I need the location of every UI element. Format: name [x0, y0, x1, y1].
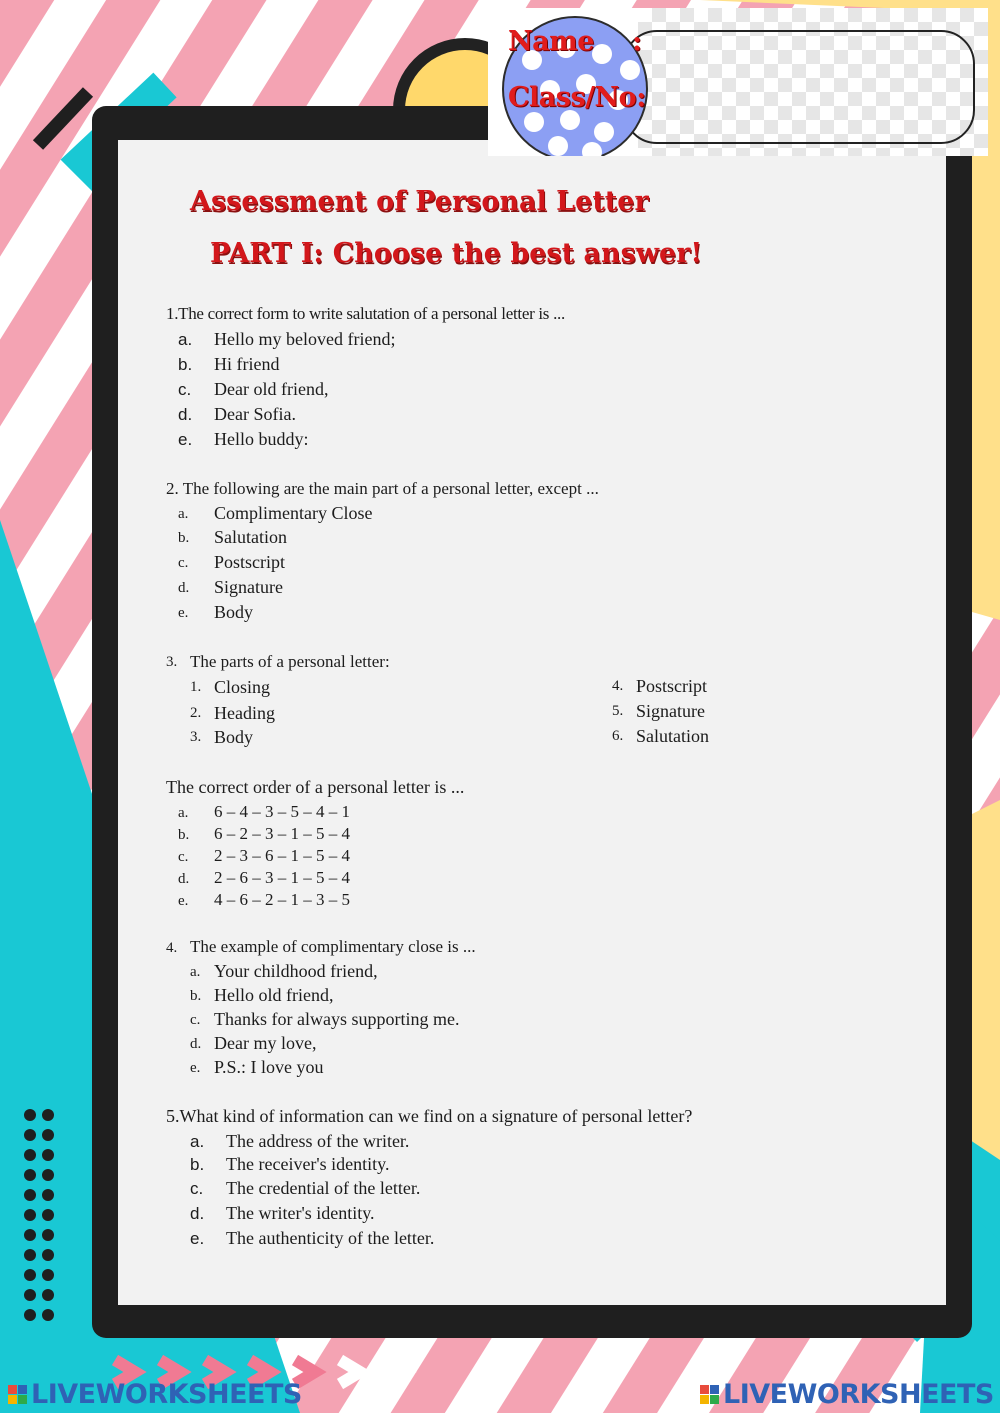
- q4-option-e[interactable]: P.S.: I love you: [214, 1057, 324, 1077]
- q2-option-letter: c.: [178, 555, 189, 571]
- liveworksheets-icon: [700, 1385, 719, 1404]
- q4-option-a[interactable]: Your childhood friend,: [214, 961, 378, 981]
- liveworksheets-icon: [8, 1385, 27, 1404]
- q2-option-c[interactable]: Postscript: [214, 552, 286, 572]
- question-3-prompt: The parts of a personal letter:: [190, 652, 390, 671]
- brand-text-right: LIVEWORKSHEETS: [723, 1378, 994, 1410]
- q3-option-a[interactable]: 6 – 4 – 3 – 5 – 4 – 1: [214, 802, 350, 821]
- part-body: Body: [214, 727, 254, 747]
- part-closing: Closing: [214, 677, 271, 697]
- question-5-prompt: 5.What kind of information can we find on a signature of personal letter?: [166, 1106, 693, 1126]
- q5-option-c[interactable]: The credential of the letter.: [226, 1178, 421, 1198]
- q1-option-letter: a.: [178, 330, 193, 349]
- q3-option-e[interactable]: 4 – 6 – 2 – 1 – 3 – 5: [214, 890, 350, 909]
- q5-option-letter: e.: [190, 1229, 205, 1248]
- name-input-outline[interactable]: [623, 30, 975, 144]
- q3-option-c[interactable]: 2 – 3 – 6 – 1 – 5 – 4: [214, 846, 350, 865]
- q1-option-a[interactable]: Hello my beloved friend;: [214, 329, 396, 349]
- q1-option-c[interactable]: Dear old friend,: [214, 379, 329, 399]
- question-3-number: 3.: [166, 654, 178, 670]
- q4-option-letter: b.: [190, 988, 202, 1004]
- q2-option-letter: d.: [178, 580, 190, 596]
- q5-option-b[interactable]: The receiver's identity.: [226, 1154, 390, 1174]
- part-number: 2.: [190, 705, 202, 721]
- q5-option-letter: b.: [190, 1155, 205, 1174]
- q2-option-a[interactable]: Complimentary Close: [214, 503, 373, 523]
- q4-option-letter: e.: [190, 1060, 201, 1076]
- q4-option-letter: c.: [190, 1012, 201, 1028]
- q2-option-letter: a.: [178, 506, 189, 522]
- part-title: PART I: Choose the best answer!: [210, 238, 703, 269]
- name-colon: :: [632, 26, 642, 57]
- q1-option-e[interactable]: Hello buddy:: [214, 429, 309, 449]
- q1-option-d[interactable]: Dear Sofia.: [214, 404, 296, 424]
- liveworksheets-logo-right: [700, 1378, 994, 1410]
- q5-option-letter: a.: [190, 1132, 205, 1151]
- q5-option-d[interactable]: The writer's identity.: [226, 1203, 375, 1223]
- q4-option-letter: d.: [190, 1036, 202, 1052]
- part-signature: Signature: [636, 701, 705, 721]
- q4-option-letter: a.: [190, 964, 201, 980]
- q2-option-d[interactable]: Signature: [214, 577, 283, 597]
- q2-option-e[interactable]: Body: [214, 602, 254, 622]
- q1-option-b[interactable]: Hi friend: [214, 354, 280, 374]
- brand-text-left: LIVEWORKSHEETS: [31, 1378, 302, 1410]
- part-postscript: Postscript: [636, 676, 708, 696]
- part-salutation: Salutation: [636, 726, 709, 746]
- q3-option-letter: b.: [178, 827, 190, 843]
- part-number: 3.: [190, 729, 202, 745]
- q1-option-letter: d.: [178, 405, 193, 424]
- q3-option-d[interactable]: 2 – 6 – 3 – 1 – 5 – 4: [214, 868, 350, 887]
- q3-option-letter: d.: [178, 871, 190, 887]
- q4-option-d[interactable]: Dear my love,: [214, 1033, 317, 1053]
- q5-option-a[interactable]: The address of the writer.: [226, 1131, 410, 1151]
- q1-option-letter: c.: [178, 380, 192, 399]
- q1-option-letter: e.: [178, 430, 193, 449]
- part-number: 6.: [612, 728, 624, 744]
- order-prompt: The correct order of a personal letter is ...: [166, 777, 465, 797]
- q5-option-letter: d.: [190, 1204, 205, 1223]
- q3-option-letter: c.: [178, 849, 189, 865]
- name-class-box: [488, 8, 988, 156]
- q3-option-letter: a.: [178, 805, 189, 821]
- q1-option-letter: b.: [178, 355, 193, 374]
- part-number: 5.: [612, 703, 624, 719]
- q3-option-letter: e.: [178, 893, 189, 909]
- q4-option-b[interactable]: Hello old friend,: [214, 985, 334, 1005]
- q2-option-b[interactable]: Salutation: [214, 527, 287, 547]
- part-number: 1.: [190, 679, 202, 695]
- name-label: Name: [508, 26, 594, 57]
- question-2-prompt: 2. The following are the main part of a personal letter, except ...: [166, 479, 599, 498]
- q5-option-e[interactable]: The authenticity of the letter.: [226, 1228, 435, 1248]
- question-1-prompt: 1.The correct form to write salutation of a personal letter is ...: [166, 304, 565, 323]
- q4-option-c[interactable]: Thanks for always supporting me.: [214, 1009, 460, 1029]
- part-heading: Heading: [214, 703, 275, 723]
- q3-option-b[interactable]: 6 – 2 – 3 – 1 – 5 – 4: [214, 824, 350, 843]
- question-4-number: 4.: [166, 940, 178, 956]
- q2-option-letter: e.: [178, 605, 189, 621]
- class-no-label: Class/No:: [508, 82, 646, 113]
- liveworksheets-logo-left: [8, 1378, 302, 1410]
- question-4-prompt: The example of complimentary close is ...: [190, 937, 476, 956]
- part-number: 4.: [612, 678, 624, 694]
- q2-option-letter: b.: [178, 530, 190, 546]
- q5-option-letter: c.: [190, 1179, 204, 1198]
- page-title: Assessment of Personal Letter: [190, 186, 649, 217]
